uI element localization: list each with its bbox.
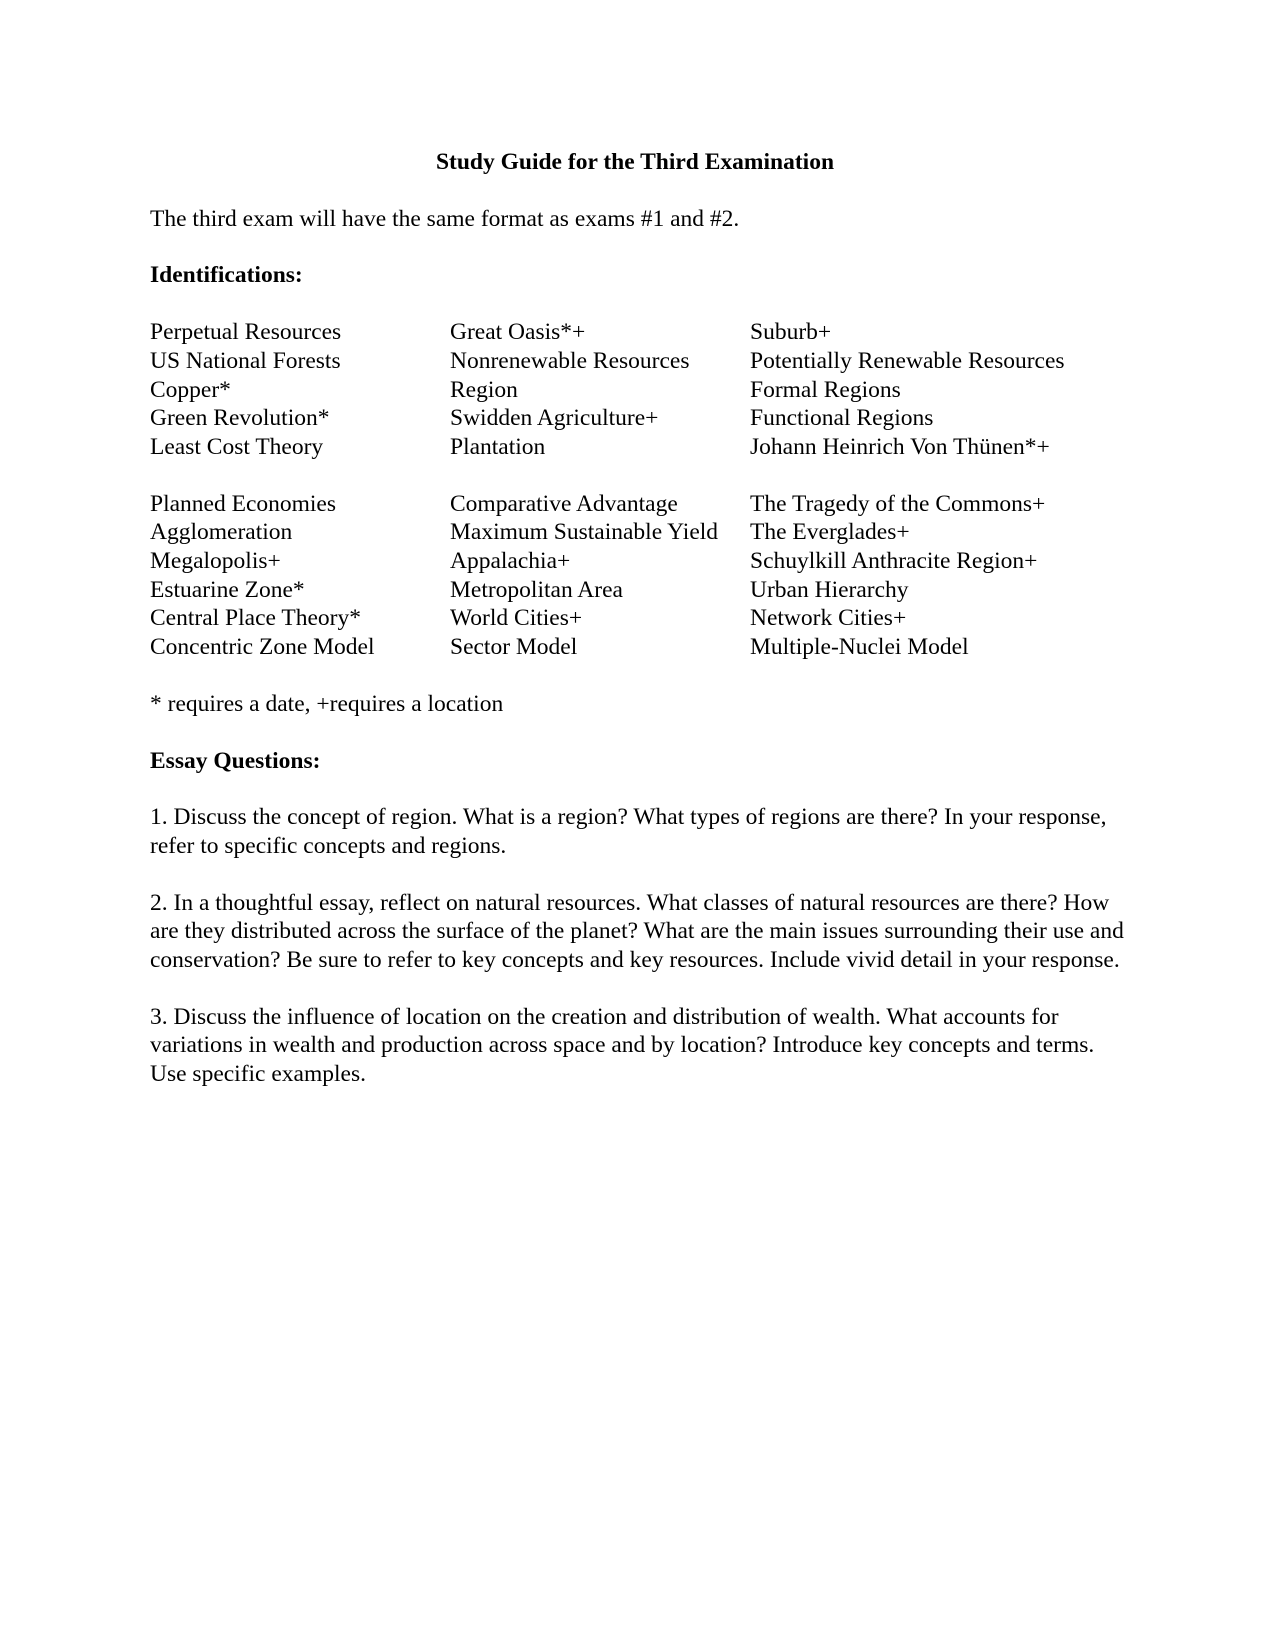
- term: World Cities+: [450, 605, 583, 632]
- term: Johann Heinrich Von Thünen*+: [750, 433, 1050, 460]
- intro-paragraph: The third exam will have the same format as exams #1 and #2.: [150, 205, 740, 232]
- essay-question-2: 2. In a thoughtful essay, reflect on natural resources. What classes of natural resources are there? How are they distributed across the surface of the planet? What are the main issues surrounding their use and conservation? Be sure to refer to key concepts and key resources. Include vivid detail in your response.: [150, 889, 1124, 974]
- term: Comparative Advantage: [450, 490, 678, 517]
- term: Appalachia+: [450, 548, 571, 575]
- document-page: [150, 148, 1130, 1117]
- term: Multiple-Nuclei Model: [750, 634, 969, 661]
- term-row: [150, 547, 1130, 576]
- page-title: Study Guide for the Third Examination: [435, 149, 835, 175]
- term: Network Cities+: [750, 605, 907, 632]
- term: Suburb+: [750, 319, 832, 346]
- term: Perpetual Resources: [150, 319, 342, 346]
- term: Agglomeration: [150, 519, 293, 546]
- term: Copper*: [150, 376, 231, 403]
- term: Green Revolution*: [150, 405, 330, 432]
- term-row: [150, 633, 1130, 662]
- term-row: [150, 433, 1130, 462]
- term: Potentially Renewable Resources: [750, 347, 1065, 374]
- term: Megalopolis+: [150, 548, 281, 575]
- term: Great Oasis*+: [450, 319, 586, 346]
- term: Formal Regions: [750, 376, 901, 403]
- term-row: [150, 490, 1130, 519]
- identifications-heading: Identifications:: [150, 262, 303, 289]
- term: Functional Regions: [750, 405, 934, 432]
- term: Urban Hierarchy: [750, 576, 909, 603]
- term: US National Forests: [150, 347, 341, 374]
- term: Concentric Zone Model: [150, 634, 375, 661]
- term-row: [150, 518, 1130, 547]
- term: Planned Economies: [150, 490, 337, 517]
- term: Plantation: [450, 433, 546, 460]
- term: Schuylkill Anthracite Region+: [750, 548, 1038, 575]
- essay-heading: Essay Questions:: [150, 747, 321, 774]
- term-row: [150, 318, 1130, 347]
- term: Estuarine Zone*: [150, 576, 305, 603]
- term: Central Place Theory*: [150, 605, 361, 632]
- essay-question-3: 3. Discuss the influence of location on the creation and distribution of wealth. What accounts for variations in wealth and production across space and by location? Introduce key concepts and terms. Use specific examples.: [150, 1003, 1095, 1088]
- term-row: [150, 376, 1130, 405]
- term-row: [150, 347, 1130, 376]
- identification-group-2: [150, 490, 1130, 662]
- term: Metropolitan Area: [450, 576, 623, 603]
- identification-group-1: [150, 318, 1130, 462]
- essay-question-1: 1. Discuss the concept of region. What is a region? What types of regions are there? In your response, refer to specific concepts and regions.: [150, 804, 1107, 859]
- term-row: [150, 404, 1130, 433]
- term-row: [150, 604, 1130, 633]
- term: The Everglades+: [750, 519, 910, 546]
- term: Region: [450, 376, 518, 403]
- term: Sector Model: [450, 634, 578, 661]
- term: Swidden Agriculture+: [450, 405, 659, 432]
- legend-note: * requires a date, +requires a location: [150, 690, 504, 717]
- term: The Tragedy of the Commons+: [750, 490, 1046, 517]
- term-row: [150, 576, 1130, 605]
- term: Least Cost Theory: [150, 433, 324, 460]
- term: Maximum Sustainable Yield: [450, 519, 719, 546]
- term: Nonrenewable Resources: [450, 347, 690, 374]
